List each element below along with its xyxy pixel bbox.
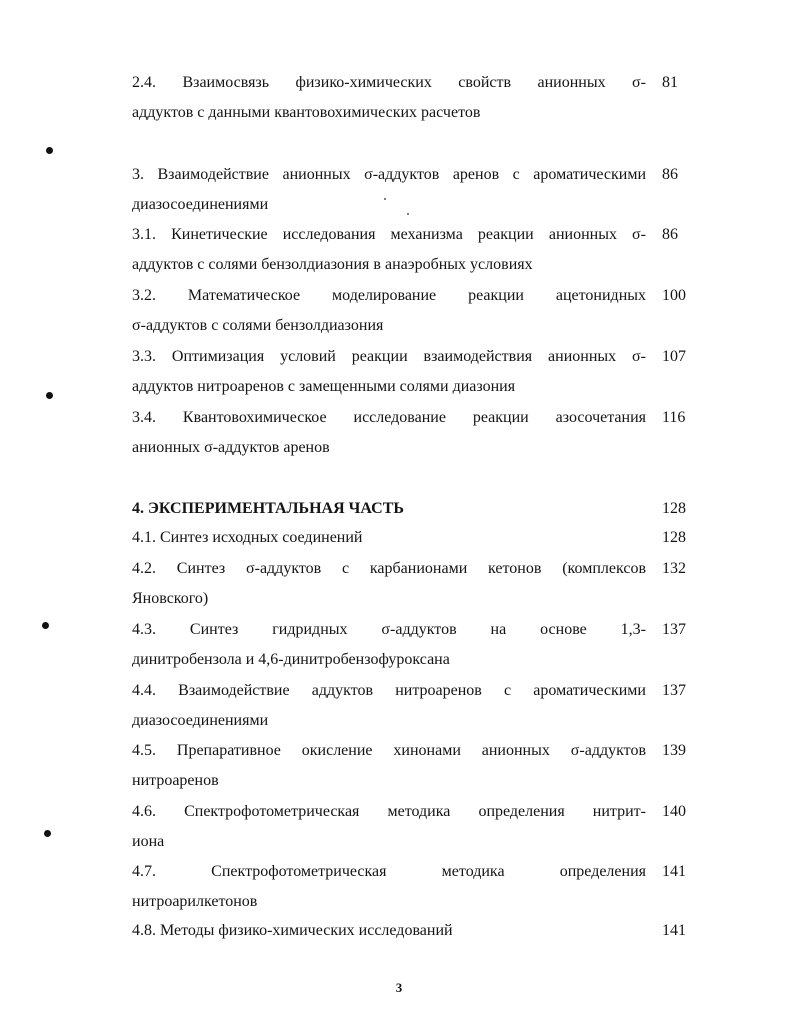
toc-entry-title-cont: аддуктов с солями бензолдиазония в анаэробных условиях [132,256,533,273]
toc-entry-4-3 [132,615,702,675]
toc-entry-title-cont: анионных σ-аддуктов аренов [132,439,330,456]
toc-entry-3-2 [132,281,702,341]
toc-entry-title-cont: диазосоединениями [132,196,269,213]
toc-entry-title-cont: нитроарилкетонов [132,893,258,910]
toc-entry-2-4 [132,68,702,128]
toc-section-heading: 4. ЭКСПЕРИМЕНТАЛЬНАЯ ЧАСТЬ [132,500,404,517]
toc-entry-title: 4.1. Синтез исходных соединений [132,529,363,546]
toc-page-number: 141 [662,863,686,880]
toc-entry-3-4 [132,403,702,463]
toc-entry-title: 3.3. Оптимизация условий реакции взаимодействия анионных σ- [132,348,646,365]
toc-entry-title: 3.4. Квантовохимическое исследование реакции азосочетания [132,409,646,426]
toc-page-number: 107 [662,348,686,365]
toc-entry-4-1 [132,523,702,553]
toc-entry-title-cont: аддуктов с данными квантовохимических расчетов [132,104,481,121]
toc-page-number: 137 [662,621,686,638]
toc-entry-title: 4.3. Синтез гидридных σ-аддуктов на основе 1,3- [132,621,646,638]
binder-hole-mark [42,622,49,629]
binder-hole-mark [46,392,53,399]
toc-page-number: 137 [662,682,686,699]
toc-entry-title-cont: иона [132,833,165,850]
toc-page-number: 81 [662,74,678,91]
toc-page-number: 128 [662,500,686,517]
toc-page-number: 140 [662,803,686,820]
binder-hole-mark [46,147,53,154]
toc-entry-title: 3. Взаимодействие анионных σ-аддуктов аренов с ароматическими [132,166,646,183]
toc-page-number: 116 [662,409,686,426]
toc-entry-title-cont: Яновского) [132,590,209,607]
toc-entry-3 [132,160,702,220]
toc-entry-4-5 [132,736,702,796]
toc-entry-title-cont: σ-аддуктов с солями бензолдиазония [132,317,384,334]
toc-page-number: 141 [662,922,686,939]
toc-entry-4-8 [132,916,702,946]
toc-entry-title-cont: аддуктов нитроаренов с замещенными солями диазония [132,378,516,395]
toc-entry-4-6 [132,797,702,857]
toc-page-number: 86 [662,166,678,183]
toc-entry-4-4 [132,676,702,736]
toc-page-number: 132 [662,560,686,577]
toc-entry-title: 4.8. Методы физико-химических исследований [132,922,453,939]
toc-entry-title-cont: нитроаренов [132,772,219,789]
toc-page-number: 128 [662,529,686,546]
toc-page-number: 139 [662,742,686,759]
toc-entry-4-7 [132,857,702,917]
page-number: 3 [395,980,403,995]
toc-entry-3-1 [132,220,702,280]
toc-entry-title: 2.4. Взаимосвязь физико-химических свойств анионных σ- [132,74,646,91]
binder-hole-mark [44,830,51,837]
toc-entry-title: 4.7. Спектрофотометрическая методика определения [132,863,646,880]
toc-entry-title-cont: диазосоединениями [132,712,269,729]
toc-entry-title: 3.1. Кинетические исследования механизма реакции анионных σ- [132,226,646,243]
toc-page-number: 100 [662,287,686,304]
toc-entry-title: 4.5. Препаративное окисление хинонами анионных σ-аддуктов [132,742,646,759]
toc-entry-4-2 [132,554,702,614]
toc-entry-title: 4.4. Взаимодействие аддуктов нитроаренов с ароматическими [132,682,646,699]
toc-entry-3-3 [132,342,702,402]
toc-page-number: 86 [662,226,678,243]
toc-entry-title: 3.2. Математическое моделирование реакции ацетонидных [132,287,646,304]
toc-entry-4 [132,494,702,524]
toc-entry-title: 4.6. Спектрофотометрическая методика определения нитрит- [132,803,646,820]
toc-entry-title-cont: динитробензола и 4,6-динитробензофуроксана [132,651,450,668]
toc-entry-title: 4.2. Синтез σ-аддуктов с карбанионами кетонов (комплексов [132,560,646,577]
